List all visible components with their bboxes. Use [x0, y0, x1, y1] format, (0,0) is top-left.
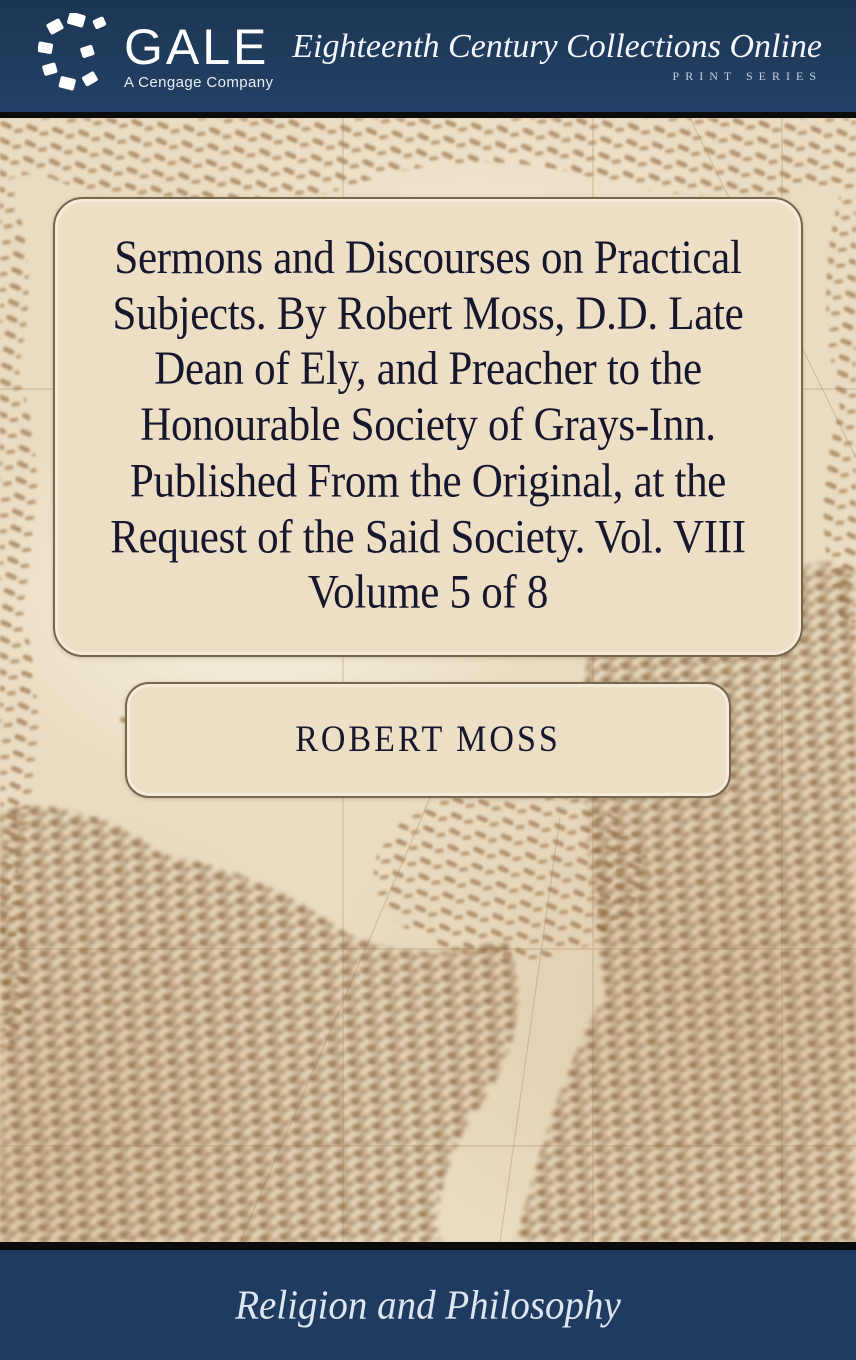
title-line: Sermons and Discourses on Practical — [114, 232, 742, 285]
title-line: Volume 5 of 8 — [307, 567, 549, 620]
series-title: Eighteenth Century Collections Online — [292, 28, 822, 65]
cover-art-area — [0, 118, 856, 1242]
author-panel — [125, 682, 731, 798]
title-line: Dean of Ely, and Preacher to the — [154, 344, 702, 397]
brand-text — [124, 19, 274, 91]
title-line: Subjects. By Robert Moss, D.D. Late — [112, 288, 744, 341]
brand-subtitle: A Cengage Company — [124, 74, 274, 91]
title-line: Honourable Society of Grays-Inn. — [140, 400, 716, 452]
title-line: Published From the Original, at the — [129, 455, 727, 508]
print-series-label: PRINT SERIES — [672, 69, 822, 83]
brand-name: GALE — [124, 19, 270, 75]
header-bar — [0, 0, 856, 112]
gale-starburst-icon — [38, 13, 116, 99]
footer-bar — [0, 1250, 856, 1360]
bottom-divider — [0, 1242, 856, 1250]
book-title — [110, 232, 746, 623]
series-block — [292, 28, 822, 84]
author-name: ROBERT MOSS — [295, 719, 561, 760]
category-label: Religion and Philosophy — [235, 1282, 621, 1328]
title-panel — [53, 197, 803, 657]
gale-brand — [38, 13, 273, 99]
title-line: Request of the Said Society. Vol. VIII — [110, 511, 746, 564]
